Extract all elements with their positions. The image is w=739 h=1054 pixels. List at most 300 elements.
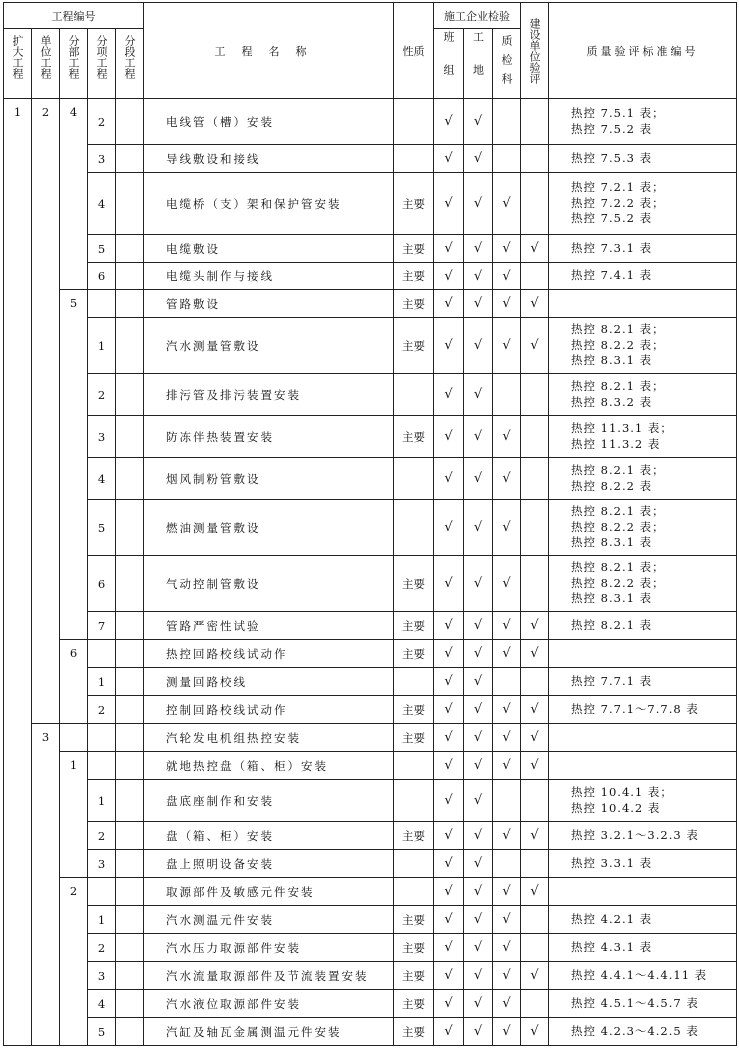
- standard-line: 热控 4.2.3～4.2.5 表: [571, 1023, 699, 1038]
- cell-check-c1: √: [434, 374, 464, 416]
- cell-project-name: 导线敷设和接线: [144, 145, 394, 173]
- table-row: [4, 458, 737, 500]
- cell-nature: 主要: [394, 318, 434, 374]
- cell-fenduan: [116, 668, 144, 696]
- cell-standard: [549, 1018, 737, 1046]
- cell-project-name: 汽水测量管敷设: [144, 318, 394, 374]
- cell-check-c3: √: [493, 822, 521, 850]
- standard-line: 热控 7.2.2 表；: [571, 195, 665, 210]
- standard-line: 热控 11.3.2 表: [571, 436, 661, 451]
- cell-check-c4: [521, 990, 549, 1018]
- cell-fenduan: [116, 318, 144, 374]
- standard-line: 热控 8.2.1 表；: [571, 504, 665, 519]
- cell-check-c3: √: [493, 990, 521, 1018]
- cell-fenduan: [116, 962, 144, 990]
- cell-check-c1: √: [434, 290, 464, 318]
- cell-nature: [394, 878, 434, 906]
- cell-check-c4: [521, 934, 549, 962]
- table-row: [4, 318, 737, 374]
- cell-check-c4: [521, 145, 549, 173]
- cell-dw: 3: [32, 724, 60, 1046]
- cell-project-name: 取源部件及敏感元件安装: [144, 878, 394, 906]
- header-site-text: 工地: [471, 30, 485, 97]
- cell-fenxiang: 6: [88, 556, 116, 612]
- cell-check-c2: √: [464, 780, 493, 822]
- cell-fenxiang: 7: [88, 612, 116, 640]
- table-row: [4, 822, 737, 850]
- cell-fenduan: [116, 640, 144, 668]
- header-quality-dept: [493, 29, 521, 99]
- cell-check-c4: [521, 374, 549, 416]
- standard-line: 热控 7.3.1 表: [571, 240, 653, 255]
- cell-fenduan: [116, 696, 144, 724]
- cell-check-c3: [493, 145, 521, 173]
- cell-nature: [394, 780, 434, 822]
- table-row: [4, 1018, 737, 1046]
- cell-check-c2: √: [464, 934, 493, 962]
- cell-check-c1: √: [434, 780, 464, 822]
- cell-nature: 主要: [394, 962, 434, 990]
- cell-check-c3: [493, 374, 521, 416]
- cell-check-c4: [521, 458, 549, 500]
- cell-check-c3: √: [493, 416, 521, 458]
- cell-standard: [549, 416, 737, 458]
- cell-standard: [549, 145, 737, 173]
- table-row: [4, 290, 737, 318]
- cell-fenxiang: 3: [88, 416, 116, 458]
- header-fenbu: [60, 29, 88, 99]
- cell-fenduan: [116, 850, 144, 878]
- cell-check-c3: √: [493, 752, 521, 780]
- cell-fenxiang: 2: [88, 374, 116, 416]
- cell-fenxiang: [88, 724, 116, 752]
- header-fenduan: [116, 29, 144, 99]
- standard-line: 热控 8.2.1 表；: [571, 379, 665, 393]
- cell-check-c4: √: [521, 290, 549, 318]
- cell-check-c4: [521, 173, 549, 235]
- standard-line: 热控 4.2.1 表: [571, 911, 653, 926]
- header-engineering-no: 工程编号: [4, 3, 144, 29]
- cell-standard: [549, 99, 737, 145]
- cell-nature: [394, 500, 434, 556]
- cell-fb: 2: [60, 878, 88, 1046]
- cell-nature: 主要: [394, 1018, 434, 1046]
- cell-standard: [549, 878, 737, 906]
- cell-standard: [549, 934, 737, 962]
- cell-check-c1: √: [434, 850, 464, 878]
- header-team-text: 班组: [442, 30, 455, 97]
- standard-line: 热控 7.5.2 表: [571, 211, 653, 226]
- table-row: [4, 752, 737, 780]
- header-team: [434, 29, 464, 99]
- standard-line: 热控 8.2.1 表: [571, 617, 653, 632]
- cell-project-name: 管路严密性试验: [144, 612, 394, 640]
- cell-fenduan: [116, 263, 144, 290]
- cell-check-c1: √: [434, 906, 464, 934]
- cell-check-c1: √: [434, 962, 464, 990]
- cell-standard: [549, 668, 737, 696]
- cell-project-name: 电缆头制作与接线: [144, 263, 394, 290]
- cell-check-c1: √: [434, 640, 464, 668]
- cell-project-name: 汽缸及轴瓦金属测温元件安装: [144, 1018, 394, 1046]
- cell-check-c2: √: [464, 962, 493, 990]
- cell-standard: [549, 990, 737, 1018]
- cell-check-c3: √: [493, 318, 521, 374]
- table-row: [4, 668, 737, 696]
- standard-line: 热控 7.5.2 表: [571, 121, 653, 136]
- cell-check-c1: √: [434, 724, 464, 752]
- cell-project-name: 汽水液位取源部件安装: [144, 990, 394, 1018]
- cell-check-c4: [521, 99, 549, 145]
- cell-fenxiang: 2: [88, 696, 116, 724]
- header-quality-text: 质检科: [500, 35, 513, 92]
- cell-check-c2: √: [464, 822, 493, 850]
- cell-standard: [549, 235, 737, 263]
- standard-line: 热控 10.4.1 表；: [571, 785, 673, 799]
- table-row: [4, 556, 737, 612]
- cell-fenduan: [116, 878, 144, 906]
- cell-fenxiang: 5: [88, 500, 116, 556]
- cell-check-c4: √: [521, 822, 549, 850]
- cell-fenduan: [116, 1018, 144, 1046]
- cell-fenxiang: 1: [88, 318, 116, 374]
- cell-check-c1: √: [434, 318, 464, 374]
- cell-fenxiang: 4: [88, 990, 116, 1018]
- cell-check-c4: √: [521, 724, 549, 752]
- cell-project-name: 就地热控盘（箱、柜）安装: [144, 752, 394, 780]
- cell-standard: [549, 318, 737, 374]
- table-row: [4, 724, 737, 752]
- cell-fenxiang: 5: [88, 235, 116, 263]
- cell-check-c2: √: [464, 290, 493, 318]
- cell-check-c2: √: [464, 263, 493, 290]
- cell-nature: 主要: [394, 556, 434, 612]
- cell-check-c2: √: [464, 752, 493, 780]
- header-fenxiang-text: 分项工程: [95, 35, 108, 79]
- cell-project-name: 电缆桥（支）架和保护管安装: [144, 173, 394, 235]
- cell-nature: [394, 374, 434, 416]
- cell-check-c3: √: [493, 612, 521, 640]
- cell-standard: [549, 850, 737, 878]
- cell-fenxiang: 1: [88, 906, 116, 934]
- cell-fenxiang: [88, 290, 116, 318]
- header-site: [464, 29, 493, 99]
- cell-fenduan: [116, 906, 144, 934]
- header-nature: 性质: [394, 3, 434, 99]
- standard-line: 热控 4.3.1 表: [571, 939, 653, 954]
- cell-nature: 主要: [394, 640, 434, 668]
- cell-standard: [549, 724, 737, 752]
- standard-line: 热控 3.3.1 表: [571, 855, 653, 870]
- standard-line: 热控 4.5.1～4.5.7 表: [571, 995, 699, 1010]
- table-row: [4, 962, 737, 990]
- standard-line: 热控 7.5.3 表: [571, 150, 653, 165]
- cell-check-c2: √: [464, 500, 493, 556]
- table-row: [4, 263, 737, 290]
- cell-project-name: 烟风制粉管敷设: [144, 458, 394, 500]
- cell-fenxiang: [88, 878, 116, 906]
- cell-check-c4: √: [521, 640, 549, 668]
- cell-project-name: 测量回路校线: [144, 668, 394, 696]
- cell-check-c1: √: [434, 1018, 464, 1046]
- cell-check-c2: √: [464, 640, 493, 668]
- header-kuoda: [4, 29, 32, 99]
- cell-nature: 主要: [394, 696, 434, 724]
- cell-check-c2: √: [464, 850, 493, 878]
- cell-project-name: 盘（箱、柜）安装: [144, 822, 394, 850]
- cell-standard: [549, 500, 737, 556]
- cell-fenduan: [116, 556, 144, 612]
- table-row: [4, 99, 737, 145]
- cell-check-c1: √: [434, 458, 464, 500]
- cell-project-name: 排污管及排污装置安装: [144, 374, 394, 416]
- cell-standard: [549, 290, 737, 318]
- standard-line: 热控 8.2.2 表；: [571, 337, 665, 352]
- cell-project-name: 燃油测量管敷设: [144, 500, 394, 556]
- cell-check-c3: √: [493, 173, 521, 235]
- cell-fenxiang: 5: [88, 1018, 116, 1046]
- quality-evaluation-table: [3, 2, 737, 1046]
- cell-fenduan: [116, 173, 144, 235]
- cell-standard: [549, 458, 737, 500]
- cell-check-c3: √: [493, 906, 521, 934]
- cell-fenxiang: 2: [88, 934, 116, 962]
- cell-check-c3: √: [493, 934, 521, 962]
- table-row: [4, 374, 737, 416]
- cell-check-c3: √: [493, 556, 521, 612]
- cell-fenduan: [116, 416, 144, 458]
- cell-fenxiang: [88, 640, 116, 668]
- cell-nature: 主要: [394, 173, 434, 235]
- cell-standard: [549, 752, 737, 780]
- standard-line: 热控 8.2.2 表；: [571, 519, 665, 534]
- cell-check-c3: √: [493, 724, 521, 752]
- cell-nature: 主要: [394, 612, 434, 640]
- cell-check-c3: √: [493, 263, 521, 290]
- cell-check-c4: [521, 556, 549, 612]
- cell-check-c4: [521, 500, 549, 556]
- cell-nature: 主要: [394, 416, 434, 458]
- cell-check-c1: √: [434, 145, 464, 173]
- cell-check-c4: √: [521, 752, 549, 780]
- cell-fb: 4: [60, 99, 88, 290]
- cell-fenduan: [116, 934, 144, 962]
- cell-fb: 6: [60, 640, 88, 724]
- cell-check-c3: [493, 99, 521, 145]
- standard-line: 热控 3.2.1～3.2.3 表: [571, 827, 699, 842]
- cell-check-c1: √: [434, 696, 464, 724]
- standard-line: 热控 8.2.1 表；: [571, 560, 665, 575]
- table-row: [4, 235, 737, 263]
- cell-check-c3: [493, 780, 521, 822]
- cell-fb: 1: [60, 752, 88, 878]
- table-row: [4, 878, 737, 906]
- cell-project-name: 汽水测温元件安装: [144, 906, 394, 934]
- cell-check-c1: √: [434, 934, 464, 962]
- cell-nature: [394, 752, 434, 780]
- cell-check-c1: √: [434, 822, 464, 850]
- cell-nature: 主要: [394, 724, 434, 752]
- table-row: [4, 500, 737, 556]
- cell-check-c2: √: [464, 1018, 493, 1046]
- cell-standard: [549, 962, 737, 990]
- cell-fenduan: [116, 458, 144, 500]
- cell-fenduan: [116, 99, 144, 145]
- table-row: [4, 934, 737, 962]
- cell-check-c2: √: [464, 145, 493, 173]
- cell-fenxiang: 3: [88, 850, 116, 878]
- cell-project-name: 气动控制管敷设: [144, 556, 394, 612]
- cell-standard: [549, 640, 737, 668]
- cell-project-name: 汽水流量取源部件及节流装置安装: [144, 962, 394, 990]
- cell-check-c4: [521, 906, 549, 934]
- cell-check-c3: √: [493, 1018, 521, 1046]
- cell-check-c2: √: [464, 696, 493, 724]
- cell-check-c1: √: [434, 668, 464, 696]
- cell-nature: 主要: [394, 906, 434, 934]
- cell-fenduan: [116, 612, 144, 640]
- cell-fenxiang: 2: [88, 99, 116, 145]
- cell-project-name: 汽水压力取源部件安装: [144, 934, 394, 962]
- cell-project-name: 管路敷设: [144, 290, 394, 318]
- cell-check-c2: √: [464, 235, 493, 263]
- cell-nature: [394, 850, 434, 878]
- header-danwei: [32, 29, 60, 99]
- cell-check-c4: √: [521, 318, 549, 374]
- standard-line: 热控 8.2.1 表；: [571, 322, 665, 337]
- cell-fenduan: [116, 752, 144, 780]
- cell-fb: 5: [60, 290, 88, 640]
- table-row: [4, 780, 737, 822]
- cell-check-c3: √: [493, 640, 521, 668]
- cell-check-c3: [493, 850, 521, 878]
- cell-check-c2: √: [464, 416, 493, 458]
- cell-project-name: 盘底座制作和安装: [144, 780, 394, 822]
- table-row: [4, 990, 737, 1018]
- standard-line: 热控 8.2.1 表；: [571, 463, 665, 477]
- cell-standard: [549, 556, 737, 612]
- standard-line: 热控 11.3.1 表；: [571, 421, 673, 435]
- cell-check-c4: √: [521, 696, 549, 724]
- cell-project-name: 电线管（槽）安装: [144, 99, 394, 145]
- cell-project-name: 盘上照明设备安装: [144, 850, 394, 878]
- cell-check-c2: √: [464, 878, 493, 906]
- cell-standard: [549, 906, 737, 934]
- cell-check-c4: √: [521, 612, 549, 640]
- cell-project-name: 热控回路校线试动作: [144, 640, 394, 668]
- cell-standard: [549, 822, 737, 850]
- cell-check-c3: √: [493, 962, 521, 990]
- cell-check-c2: √: [464, 556, 493, 612]
- table-row: [4, 906, 737, 934]
- cell-nature: [394, 668, 434, 696]
- cell-nature: [394, 458, 434, 500]
- cell-kd: 1: [4, 99, 32, 1046]
- cell-standard: [549, 780, 737, 822]
- cell-check-c1: √: [434, 173, 464, 235]
- cell-check-c1: √: [434, 752, 464, 780]
- cell-check-c4: [521, 416, 549, 458]
- cell-check-c1: √: [434, 416, 464, 458]
- header-fenbu-text: 分部工程: [67, 35, 80, 79]
- cell-fenduan: [116, 500, 144, 556]
- header-fenxiang: [88, 29, 116, 99]
- cell-nature: [394, 145, 434, 173]
- cell-check-c2: √: [464, 318, 493, 374]
- cell-check-c1: √: [434, 612, 464, 640]
- cell-check-c2: √: [464, 990, 493, 1018]
- cell-nature: [394, 99, 434, 145]
- cell-check-c1: √: [434, 99, 464, 145]
- cell-check-c2: √: [464, 612, 493, 640]
- cell-check-c4: √: [521, 1018, 549, 1046]
- cell-fenduan: [116, 822, 144, 850]
- cell-fenxiang: [88, 752, 116, 780]
- cell-check-c2: √: [464, 99, 493, 145]
- cell-check-c4: [521, 850, 549, 878]
- table-row: [4, 173, 737, 235]
- cell-check-c3: √: [493, 290, 521, 318]
- table-row: [4, 145, 737, 173]
- cell-fenxiang: 6: [88, 263, 116, 290]
- cell-standard: [549, 696, 737, 724]
- cell-fenduan: [116, 780, 144, 822]
- cell-project-name: 汽轮发电机组热控安装: [144, 724, 394, 752]
- cell-dw: 2: [32, 99, 60, 724]
- cell-nature: 主要: [394, 235, 434, 263]
- cell-fenxiang: 3: [88, 145, 116, 173]
- cell-project-name: 控制回路校线试动作: [144, 696, 394, 724]
- cell-fenxiang: 2: [88, 822, 116, 850]
- cell-standard: [549, 263, 737, 290]
- standard-line: 热控 10.4.2 表: [571, 800, 661, 815]
- cell-check-c2: √: [464, 173, 493, 235]
- standard-line: 热控 8.2.2 表: [571, 478, 653, 493]
- cell-check-c3: √: [493, 878, 521, 906]
- header-standard-no: 质量验评标准编号: [549, 3, 737, 99]
- cell-check-c1: √: [434, 556, 464, 612]
- table-row: [4, 612, 737, 640]
- cell-fenduan: [116, 374, 144, 416]
- cell-nature: 主要: [394, 934, 434, 962]
- standard-line: 热控 4.4.1～4.4.11 表: [571, 967, 708, 982]
- cell-check-c4: [521, 780, 549, 822]
- cell-fenduan: [116, 290, 144, 318]
- cell-fenxiang: 1: [88, 780, 116, 822]
- header-kuoda-text: 扩大工程: [11, 35, 24, 79]
- header-construction-inspection: 施工企业检验: [434, 3, 521, 29]
- cell-fenduan: [116, 145, 144, 173]
- cell-fb: [60, 724, 88, 752]
- table-row: [4, 850, 737, 878]
- standard-line: 热控 8.3.1 表: [571, 535, 653, 550]
- cell-fenxiang: 4: [88, 458, 116, 500]
- cell-check-c2: √: [464, 724, 493, 752]
- cell-check-c1: √: [434, 263, 464, 290]
- cell-check-c2: √: [464, 906, 493, 934]
- standard-line: 热控 7.7.1～7.7.8 表: [571, 701, 699, 716]
- cell-nature: 主要: [394, 822, 434, 850]
- header-danwei-text: 单位工程: [39, 35, 52, 79]
- cell-nature: 主要: [394, 263, 434, 290]
- cell-check-c1: √: [434, 500, 464, 556]
- header-project-name: 工程名称: [144, 3, 394, 99]
- cell-fenduan: [116, 235, 144, 263]
- cell-project-name: 防冻伴热装置安装: [144, 416, 394, 458]
- table-row: [4, 640, 737, 668]
- cell-nature: 主要: [394, 290, 434, 318]
- standard-line: 热控 8.3.1 表: [571, 353, 653, 368]
